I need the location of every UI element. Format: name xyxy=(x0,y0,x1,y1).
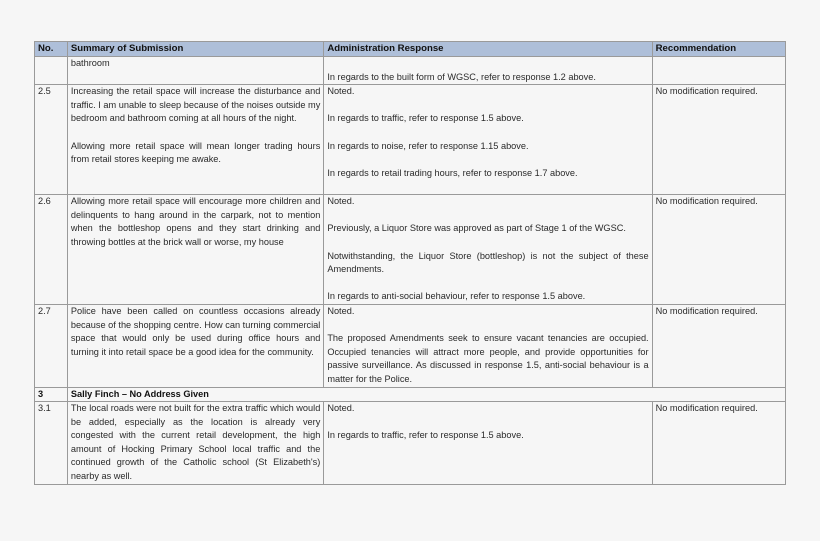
response-text: In regards to traffic, refer to response 1.5 above. xyxy=(327,113,524,124)
header-response: Administration Response xyxy=(324,42,652,57)
row-number: 2.6 xyxy=(35,195,68,305)
response-cell xyxy=(324,402,652,485)
response-text: Noted. xyxy=(327,196,355,207)
summary-text: Police have been called on countless occasions already because of the shopping centre. How can turning commercial space that would only be used during office hours and turning it into retail space be a good idea for the community. xyxy=(70,305,321,357)
recommendation-cell: No modification required. xyxy=(652,304,785,387)
summary-cell xyxy=(67,304,323,387)
section-title: Sally Finch – No Address Given xyxy=(67,387,785,402)
response-text: Noted. xyxy=(327,305,355,316)
recommendation-cell: No modification required. xyxy=(652,402,785,485)
summary-cell xyxy=(67,85,323,195)
table-row-continued xyxy=(35,57,786,85)
summary-cell xyxy=(67,195,323,305)
submissions-table xyxy=(34,41,786,485)
response-cell xyxy=(324,85,652,195)
summary-text: Allowing more retail space will encourage more children and delinquents to hang around in the carpark, not to mention when the bottleshop opens and they start drinking and throwing bottles at the brick wall or worse, my house xyxy=(70,196,321,247)
response-text: In regards to noise, refer to response 1.15 above. xyxy=(327,140,529,151)
header-no: No. xyxy=(35,42,68,57)
table-row xyxy=(35,195,786,305)
row-number: 3.1 xyxy=(35,402,68,485)
response-text: In regards to the built form of WGSC, refer to response 1.2 above. xyxy=(327,71,596,82)
response-text: Notwithstanding, the Liquor Store (bottleshop) is not the subject of these Amendments. xyxy=(327,250,649,275)
summary-cell xyxy=(67,402,323,485)
row-number: 2.5 xyxy=(35,85,68,195)
summary-text: Increasing the retail space will increase the disturbance and traffic. I am unable to sleep because of the noises outside my bedroom and bathroom coming at all hours of the night. xyxy=(70,86,321,124)
header-summary: Summary of Submission xyxy=(67,42,323,57)
summary-text: Allowing more retail space will mean longer trading hours from retail stores keeping me awake. xyxy=(70,140,321,165)
response-text: In regards to retail trading hours, refer to response 1.7 above. xyxy=(327,167,578,178)
response-text: Noted. xyxy=(327,403,355,414)
response-text: Previously, a Liquor Store was approved as part of Stage 1 of the WGSC. xyxy=(327,223,626,234)
table-header-row xyxy=(35,42,786,57)
table-row xyxy=(35,304,786,387)
response-text: In regards to anti-social behaviour, refer to response 1.5 above. xyxy=(327,291,586,302)
table-row xyxy=(35,85,786,195)
response-cell xyxy=(324,195,652,305)
summary-cell xyxy=(67,57,323,85)
table-row xyxy=(35,402,786,485)
response-text: In regards to traffic, refer to response 1.5 above. xyxy=(327,430,524,441)
row-number: 2.7 xyxy=(35,304,68,387)
section-row xyxy=(35,387,786,402)
summary-text: The local roads were not built for the extra traffic which would be added, especially as the location is already very congested with the current retail development, the high amount of Hocking Primary School local traffic and the continued growth of the Catholic school (St Elizabeth's) nearby as well. xyxy=(70,403,321,482)
response-text: Noted. xyxy=(327,86,355,97)
section-number: 3 xyxy=(35,387,68,402)
header-recommendation: Recommendation xyxy=(652,42,785,57)
recommendation-cell: No modification required. xyxy=(652,195,785,305)
summary-text: bathroom xyxy=(70,58,110,68)
response-cell xyxy=(324,57,652,85)
response-cell xyxy=(324,304,652,387)
response-text: The proposed Amendments seek to ensure vacant tenancies are occupied. Occupied tenancies will attract more people, and provide opportunities for passive surveillance. As discussed in response 1.5, anti-social behaviour is a matter for the Police. xyxy=(327,333,649,384)
recommendation-cell: No modification required. xyxy=(652,85,785,195)
